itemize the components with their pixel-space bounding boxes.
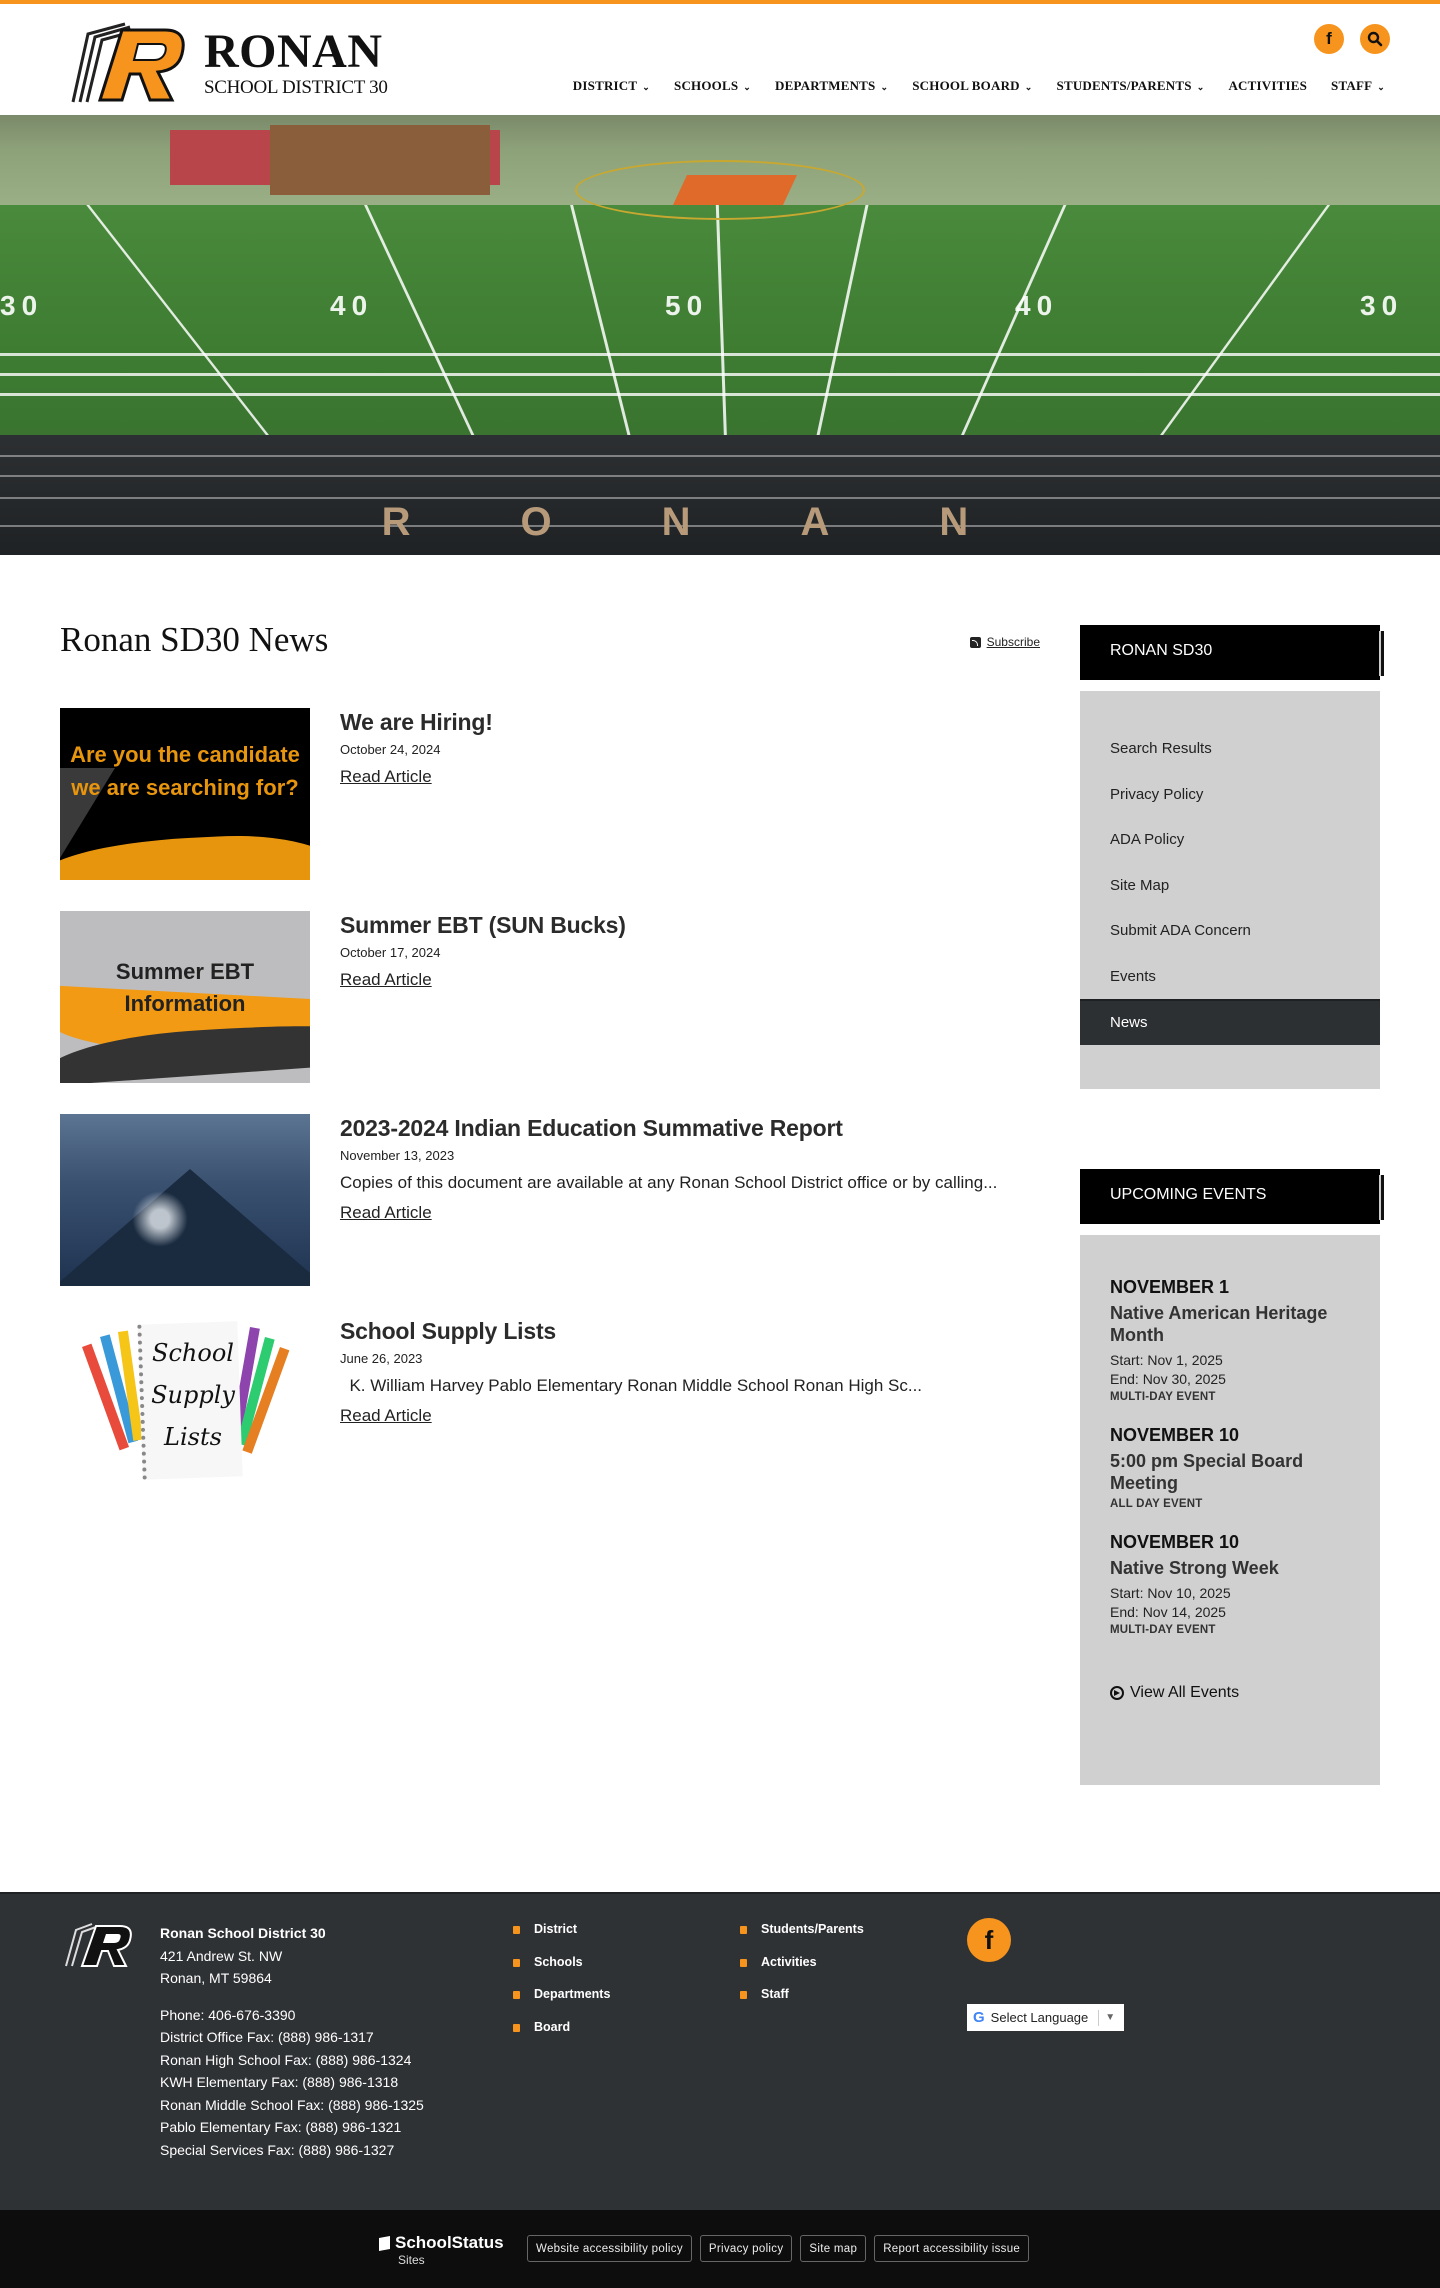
news-date: October 24, 2024 bbox=[340, 742, 441, 757]
rss-icon bbox=[970, 637, 981, 648]
sidebar-item-privacy-policy[interactable]: Privacy Policy bbox=[1110, 785, 1204, 803]
event-title-link[interactable]: 5:00 pm Special Board Meeting bbox=[1110, 1451, 1304, 1493]
sideline bbox=[0, 373, 1440, 376]
news-thumbnail[interactable] bbox=[60, 1317, 310, 1489]
footer-link-activities[interactable] bbox=[740, 1955, 864, 1988]
site-header bbox=[0, 4, 1440, 115]
nav-departments[interactable] bbox=[775, 78, 888, 94]
chevron-down-icon: ⌄ bbox=[880, 81, 889, 92]
read-article-link[interactable]: Read Article bbox=[340, 767, 432, 786]
schoolstatus-logo[interactable] bbox=[379, 2233, 504, 2267]
news-date: June 26, 2023 bbox=[340, 1351, 423, 1366]
track-lane-line bbox=[0, 497, 1440, 499]
arrow-circle-right-icon bbox=[1110, 1686, 1124, 1700]
dropdown-arrow-icon: ▼ bbox=[1105, 2012, 1116, 2023]
report-accessibility-issue-button[interactable]: Report accessibility issue bbox=[874, 2235, 1029, 2262]
footer-address-line: 421 Andrew St. NW bbox=[160, 1947, 283, 1964]
news-item bbox=[60, 911, 1040, 1114]
news-date: October 17, 2024 bbox=[340, 945, 441, 960]
event-item bbox=[1110, 1532, 1350, 1636]
view-all-label: View All Events bbox=[1130, 1684, 1240, 1701]
privacy-policy-button[interactable]: Privacy policy bbox=[700, 2235, 793, 2262]
read-article-link[interactable]: Read Article bbox=[340, 1203, 432, 1222]
sidebar bbox=[1080, 625, 1380, 1785]
main-nav bbox=[573, 78, 1385, 94]
footer-link-label: Departments bbox=[534, 1987, 611, 2001]
footer-link-students-parents[interactable] bbox=[740, 1922, 864, 1955]
header-utility-icons bbox=[1314, 24, 1390, 54]
footer-org-name: Ronan School District 30 bbox=[160, 1925, 326, 1941]
footer-links-col-2 bbox=[740, 1922, 864, 2020]
nav-label: SCHOOLS bbox=[674, 78, 739, 93]
logo-subtitle: SCHOOL DISTRICT 30 bbox=[204, 77, 388, 98]
news-item bbox=[60, 1317, 1040, 1520]
sidebar-item-news[interactable]: News bbox=[1080, 999, 1380, 1045]
news-thumbnail[interactable] bbox=[60, 1114, 310, 1286]
event-end: End: Nov 30, 2025 bbox=[1110, 1371, 1226, 1387]
news-item bbox=[60, 1114, 1040, 1317]
news-excerpt: K. William Harvey Pablo Elementary Ronan Middle School Ronan High Sc... bbox=[340, 1376, 923, 1395]
footer-link-label: Activities bbox=[761, 1954, 817, 1969]
bullet-icon bbox=[740, 1926, 747, 1934]
event-type: MULTI-DAY EVENT bbox=[1110, 1391, 1216, 1403]
field-number: 30 bbox=[1360, 290, 1404, 321]
footer-link-schools[interactable] bbox=[513, 1955, 610, 1988]
nav-staff[interactable] bbox=[1331, 78, 1385, 94]
select-language-dropdown[interactable] bbox=[967, 2004, 1124, 2031]
event-type: MULTI-DAY EVENT bbox=[1110, 1624, 1216, 1636]
footer-link-staff[interactable] bbox=[740, 1987, 864, 2020]
news-thumbnail[interactable] bbox=[60, 708, 310, 880]
schoolstatus-brand: SchoolStatus bbox=[395, 2233, 504, 2252]
nav-label: ACTIVITIES bbox=[1228, 78, 1308, 93]
thumbnail-text: Are you the candidate we are searching for? bbox=[70, 742, 300, 800]
platform-footer-links bbox=[527, 2235, 1029, 2262]
sidebar-menu-title: RONAN SD30 bbox=[1080, 625, 1380, 680]
nav-label: STUDENTS/PARENTS bbox=[1056, 78, 1192, 93]
event-item bbox=[1110, 1425, 1350, 1510]
thumbnail-text: School Supply Lists bbox=[151, 1339, 235, 1451]
sidebar-item-events[interactable]: Events bbox=[1110, 967, 1156, 985]
event-end: End: Nov 14, 2025 bbox=[1110, 1604, 1226, 1620]
language-label: Select Language bbox=[990, 2010, 1089, 2025]
news-main bbox=[60, 620, 1040, 1451]
subscribe-label: Subscribe bbox=[986, 635, 1040, 649]
track-ronan-text: RONAN bbox=[381, 500, 1079, 544]
bullet-icon bbox=[740, 1991, 747, 1999]
schoolstatus-sites: Sites bbox=[398, 2253, 425, 2267]
nav-label: DISTRICT bbox=[572, 78, 638, 93]
footer-fax: Pablo Elementary Fax: (888) 986-1321 bbox=[160, 2119, 402, 2135]
site-logo-link[interactable] bbox=[60, 22, 400, 106]
footer-facebook-icon[interactable]: f bbox=[967, 1918, 1011, 1962]
event-date: NOVEMBER 1 bbox=[1110, 1277, 1230, 1297]
track-lane-line bbox=[0, 475, 1440, 477]
website-accessibility-policy-button[interactable]: Website accessibility policy bbox=[527, 2235, 692, 2262]
footer-link-label: Board bbox=[534, 2019, 571, 2034]
event-title-link[interactable]: Native American Heritage Month bbox=[1110, 1303, 1328, 1345]
nav-label: STAFF bbox=[1331, 78, 1373, 93]
bullet-icon bbox=[513, 2024, 520, 2032]
news-item bbox=[60, 708, 1040, 911]
field-number: 30 bbox=[0, 290, 44, 321]
news-title-link[interactable]: School Supply Lists bbox=[340, 1318, 557, 1344]
chevron-down-icon: ⌄ bbox=[1377, 81, 1385, 92]
hero-football-field-image bbox=[0, 115, 1440, 555]
bullet-icon bbox=[740, 1959, 747, 1967]
platform-footer bbox=[0, 2210, 1440, 2288]
footer-link-district[interactable] bbox=[513, 1922, 610, 1955]
bullet-icon bbox=[513, 1991, 520, 1999]
news-thumbnail[interactable] bbox=[60, 911, 310, 1083]
upcoming-events-list bbox=[1080, 1235, 1380, 1785]
search-icon[interactable] bbox=[1360, 24, 1390, 54]
track-lane-line bbox=[0, 455, 1440, 457]
footer-fax: Ronan Middle School Fax: (888) 986-1325 bbox=[160, 2096, 424, 2113]
chevron-down-icon: ⌄ bbox=[743, 81, 752, 92]
nav-label: DEPARTMENTS bbox=[775, 78, 876, 93]
footer-phone: Phone: 406-676-3390 bbox=[160, 2006, 296, 2023]
nav-students-parents[interactable] bbox=[1057, 78, 1205, 94]
event-date: NOVEMBER 10 bbox=[1110, 1532, 1240, 1552]
logo-name: RONAN bbox=[204, 25, 383, 78]
subscribe-link[interactable] bbox=[970, 635, 1040, 649]
nav-district[interactable] bbox=[573, 78, 650, 94]
footer-fax: District Office Fax: (888) 986-1317 bbox=[160, 2029, 374, 2045]
field-r-logo bbox=[673, 175, 797, 205]
footer-fax: Ronan High School Fax: (888) 986-1324 bbox=[160, 2051, 412, 2068]
footer-r-logo-icon bbox=[62, 1920, 136, 1970]
news-date: November 13, 2023 bbox=[340, 1148, 455, 1163]
page-title: Ronan SD30 News bbox=[60, 620, 329, 659]
chevron-down-icon: ⌄ bbox=[1024, 81, 1033, 92]
sideline bbox=[0, 393, 1440, 396]
footer-link-label: Students/Parents bbox=[761, 1922, 864, 1936]
chevron-down-icon: ⌄ bbox=[1196, 81, 1205, 92]
news-title-link[interactable]: We are Hiring! bbox=[340, 709, 493, 735]
nav-activities[interactable] bbox=[1228, 78, 1307, 94]
site-map-button[interactable]: Site map bbox=[800, 2235, 866, 2262]
sideline bbox=[0, 353, 1440, 356]
footer-links-col-1 bbox=[513, 1922, 610, 2052]
event-start: Start: Nov 1, 2025 bbox=[1110, 1352, 1223, 1368]
upcoming-events-title: UPCOMING EVENTS bbox=[1080, 1169, 1380, 1224]
chevron-down-icon: ⌄ bbox=[642, 81, 651, 92]
footer-contact-info bbox=[160, 1922, 424, 2161]
field-number: 40 bbox=[330, 290, 374, 321]
event-title-link[interactable]: Native Strong Week bbox=[1110, 1558, 1279, 1578]
read-article-link[interactable]: Read Article bbox=[340, 970, 432, 989]
event-date: NOVEMBER 10 bbox=[1110, 1425, 1240, 1445]
facebook-icon[interactable]: f bbox=[1314, 24, 1344, 54]
field-number: 50 bbox=[665, 290, 709, 321]
hero-building bbox=[270, 125, 490, 195]
view-all-events-link[interactable] bbox=[1110, 1684, 1350, 1702]
sidebar-item-submit-ada-concern[interactable]: Submit ADA Concern bbox=[1110, 922, 1251, 940]
google-icon: G bbox=[973, 2009, 985, 2026]
site-footer bbox=[0, 1892, 1440, 2210]
footer-link-label: Staff bbox=[761, 1987, 789, 2001]
footer-address-line: Ronan, MT 59864 bbox=[160, 1970, 272, 1986]
footer-link-departments[interactable] bbox=[513, 1987, 610, 2020]
sidebar-item-search-results[interactable]: Search Results bbox=[1110, 740, 1212, 758]
footer-link-board[interactable] bbox=[513, 2020, 610, 2053]
news-excerpt: Copies of this document are available at any Ronan School District office or by calling... bbox=[340, 1173, 998, 1192]
footer-link-label: Schools bbox=[534, 1954, 583, 1969]
sidebar-item-ada-policy[interactable]: ADA Policy bbox=[1110, 831, 1185, 849]
thumb-snow bbox=[130, 1184, 190, 1254]
bullet-icon bbox=[513, 1959, 520, 1967]
field-number: 40 bbox=[1015, 290, 1059, 321]
nav-schools[interactable] bbox=[674, 78, 751, 94]
schoolstatus-book-icon bbox=[379, 2236, 390, 2251]
news-title-link[interactable]: 2023-2024 Indian Education Summative Report bbox=[340, 1115, 843, 1141]
sidebar-item-site-map[interactable]: Site Map bbox=[1110, 876, 1170, 894]
event-start: Start: Nov 10, 2025 bbox=[1110, 1585, 1231, 1601]
read-article-link[interactable]: Read Article bbox=[340, 1406, 432, 1425]
ronan-r-logo-icon bbox=[60, 22, 190, 106]
thumbnail-text: Summer EBT Information bbox=[115, 959, 255, 1016]
event-type: ALL DAY EVENT bbox=[1110, 1498, 1203, 1510]
bullet-icon bbox=[513, 1926, 520, 1934]
news-title-link[interactable]: Summer EBT (SUN Bucks) bbox=[340, 912, 626, 938]
news-list bbox=[60, 708, 1040, 1520]
footer-fax: KWH Elementary Fax: (888) 986-1318 bbox=[160, 2074, 399, 2090]
footer-link-label: District bbox=[534, 1922, 578, 1936]
nav-label: SCHOOL BOARD bbox=[912, 78, 1020, 93]
nav-school-board[interactable] bbox=[912, 78, 1032, 94]
sidebar-menu bbox=[1080, 691, 1380, 1089]
divider bbox=[1098, 2010, 1099, 2026]
footer-fax: Special Services Fax: (888) 986-1327 bbox=[160, 2141, 395, 2158]
event-item bbox=[1110, 1277, 1350, 1403]
